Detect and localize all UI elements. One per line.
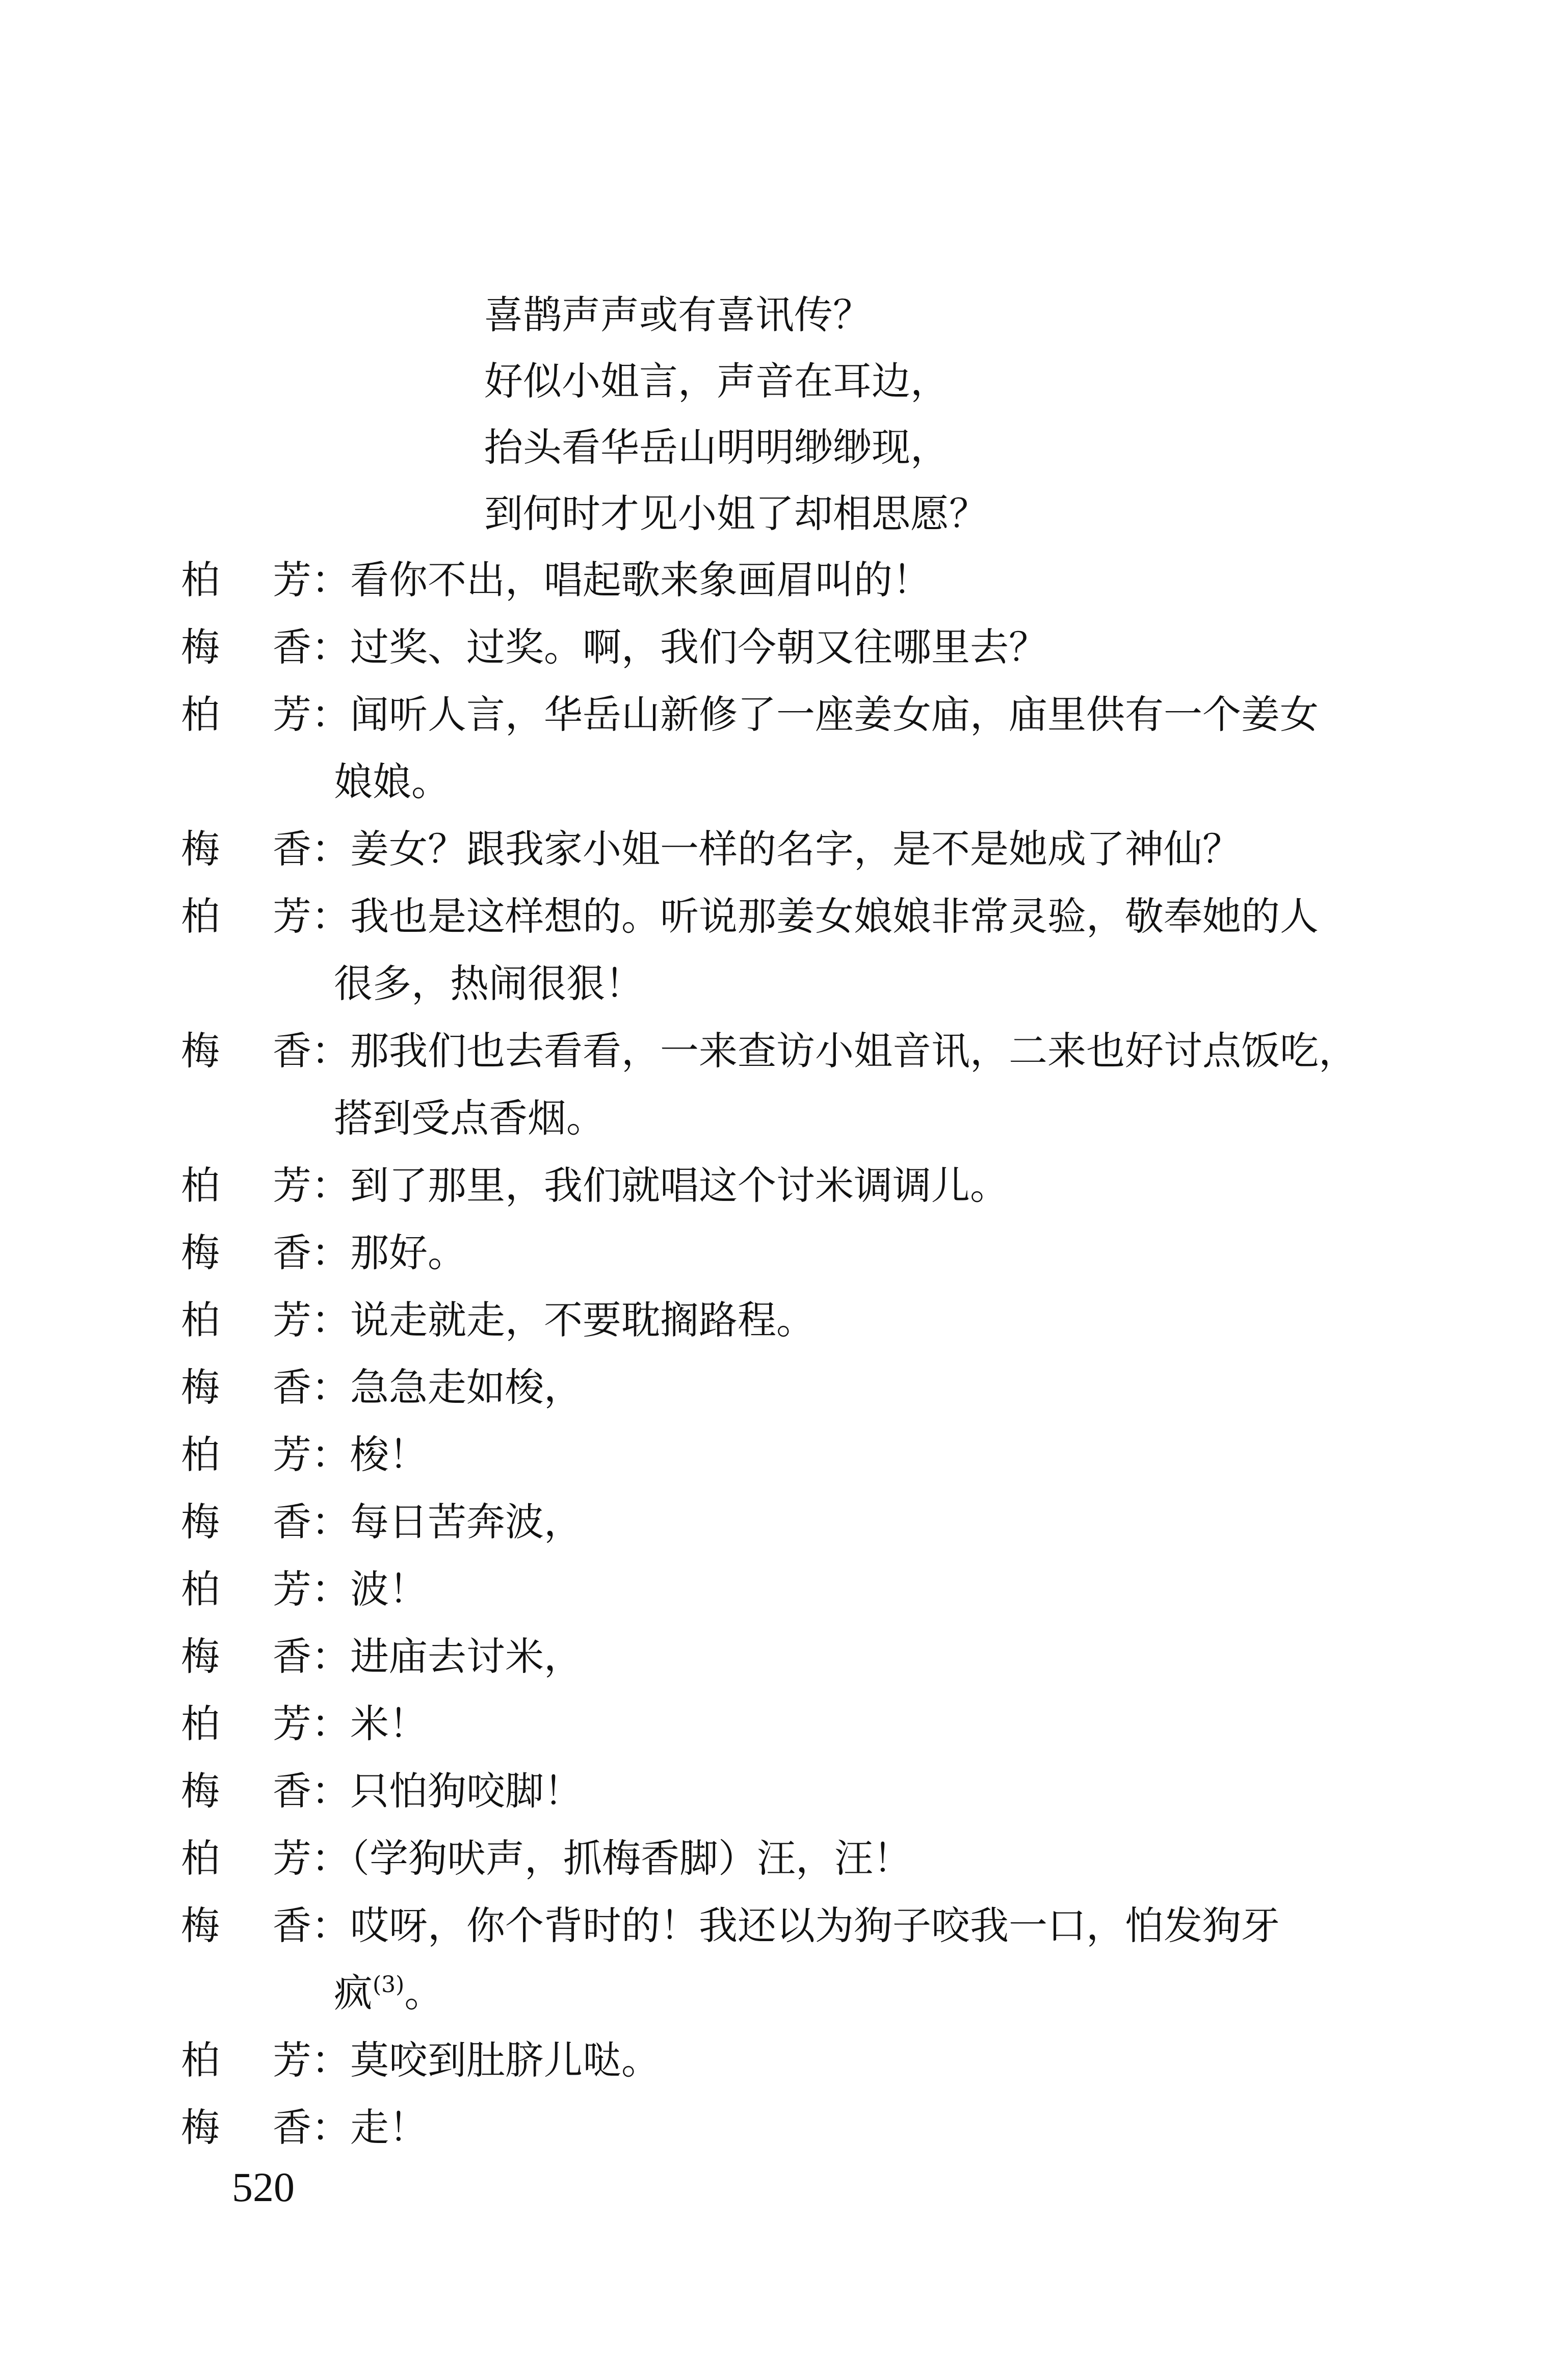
speaker-second-char: 香	[273, 826, 311, 872]
speaker-colon: ：	[311, 826, 350, 872]
speaker-first-char: 梅	[181, 1634, 220, 1679]
continuation-text: 疯	[334, 1970, 373, 2016]
dialogue-text: （学狗吠声，抓梅香脚）汪，汪！	[350, 1836, 912, 1881]
speaker-second-char: 芳	[273, 1701, 311, 1746]
dialogue-text: 进庙去讨米，	[350, 1634, 583, 1679]
speaker-first-char: 柏	[181, 557, 220, 603]
speaker-colon: ：	[311, 1499, 350, 1545]
speaker-second-char: 香	[273, 1903, 311, 1948]
dialogue-line	[181, 826, 1404, 872]
dialogue-text: 哎呀，你个背时的！我还以为狗子咬我一口，怕发狗牙	[350, 1903, 1280, 1948]
speaker-first-char: 柏	[181, 1836, 220, 1881]
dialogue-text: 只怕狗咬脚！	[350, 1768, 583, 1814]
dialogue-continuation: 搭到受点香烟。	[334, 1095, 605, 1141]
dialogue-line	[181, 1028, 1404, 1074]
dialogue-text: 米！	[350, 1701, 428, 1746]
dialogue-line	[181, 1566, 1404, 1612]
speaker-colon: ：	[311, 1163, 350, 1208]
dialogue-text: 莫咬到肚脐儿哒。	[350, 2037, 660, 2083]
speaker-colon: ：	[311, 1634, 350, 1679]
speaker-first-char: 柏	[181, 692, 220, 737]
speaker-colon: ：	[311, 1230, 350, 1275]
speaker-colon: ：	[311, 1365, 350, 1410]
speaker-first-char: 柏	[181, 1163, 220, 1208]
dialogue-line	[181, 692, 1404, 737]
speaker-second-char: 香	[273, 624, 311, 670]
speaker-second-char: 芳	[273, 1432, 311, 1477]
speaker-first-char: 梅	[181, 1768, 220, 1814]
verse-line: 好似小姐言，声音在耳边，	[484, 358, 949, 404]
dialogue-line	[181, 1499, 1404, 1545]
dialogue-line	[181, 624, 1404, 670]
speaker-second-char: 芳	[273, 1836, 311, 1881]
speaker-second-char: 香	[273, 1768, 311, 1814]
speaker-second-char: 芳	[273, 1566, 311, 1612]
speaker-first-char: 梅	[181, 826, 220, 872]
speaker-colon: ：	[311, 894, 350, 939]
dialogue-line	[181, 1365, 1404, 1410]
dialogue-line	[181, 2037, 1404, 2083]
speaker-second-char: 香	[273, 1230, 311, 1275]
speaker-first-char: 梅	[181, 1028, 220, 1074]
speaker-colon: ：	[311, 1566, 350, 1612]
speaker-first-char: 柏	[181, 2037, 220, 2083]
dialogue-line	[181, 1836, 1404, 1881]
speaker-first-char: 梅	[181, 1499, 220, 1545]
dialogue-line	[181, 1701, 1404, 1746]
speaker-colon: ：	[311, 1297, 350, 1343]
continuation-tail: 。	[404, 1970, 443, 2016]
speaker-first-char: 梅	[181, 624, 220, 670]
speaker-second-char: 香	[273, 1365, 311, 1410]
dialogue-text: 梭！	[350, 1432, 428, 1477]
dialogue-text: 说走就走，不要耽搁路程。	[350, 1297, 815, 1343]
speaker-first-char: 柏	[181, 1701, 220, 1746]
dialogue-continuation: 娘娘。	[334, 759, 450, 804]
dialogue-line	[181, 1230, 1404, 1275]
speaker-colon: ：	[311, 1028, 350, 1074]
speaker-second-char: 香	[273, 1499, 311, 1545]
dialogue-text: 姜女？跟我家小姐一样的名字，是不是她成了神仙？	[350, 826, 1241, 872]
speaker-colon: ：	[311, 2037, 350, 2083]
verse-line: 抬头看华岳山明明缈缈现，	[484, 425, 949, 470]
dialogue-text: 走！	[350, 2105, 428, 2150]
footnote-marker: (3)	[373, 1972, 405, 1998]
speaker-first-char: 梅	[181, 1365, 220, 1410]
dialogue-continuation	[334, 1970, 443, 2016]
speaker-colon: ：	[311, 557, 350, 603]
speaker-colon: ：	[311, 1836, 350, 1881]
dialogue-line	[181, 894, 1404, 939]
dialogue-text: 过奖、过奖。啊，我们今朝又往哪里去？	[350, 624, 1047, 670]
dialogue-line	[181, 1432, 1404, 1477]
verse-line: 到何时才见小姐了却相思愿？	[484, 491, 988, 536]
speaker-second-char: 香	[273, 1028, 311, 1074]
speaker-colon: ：	[311, 624, 350, 670]
dialogue-text: 每日苦奔波，	[350, 1499, 583, 1545]
speaker-first-char: 梅	[181, 1903, 220, 1948]
speaker-first-char: 柏	[181, 1566, 220, 1612]
speaker-colon: ：	[311, 2105, 350, 2150]
speaker-second-char: 芳	[273, 1163, 311, 1208]
dialogue-text: 波！	[350, 1566, 428, 1612]
dialogue-line	[181, 557, 1404, 603]
speaker-colon: ：	[311, 1903, 350, 1948]
speaker-first-char: 梅	[181, 2105, 220, 2150]
speaker-second-char: 香	[273, 2105, 311, 2150]
speaker-first-char: 柏	[181, 1432, 220, 1477]
dialogue-text: 我也是这样想的。听说那姜女娘娘非常灵验，敬奉她的人	[350, 894, 1319, 939]
speaker-second-char: 芳	[273, 557, 311, 603]
speaker-first-char: 柏	[181, 1297, 220, 1343]
page-number: 520	[232, 2164, 295, 2210]
dialogue-text: 急急走如梭，	[350, 1365, 583, 1410]
dialogue-text: 那好。	[350, 1230, 466, 1275]
speaker-second-char: 芳	[273, 894, 311, 939]
dialogue-line	[181, 1163, 1404, 1208]
speaker-colon: ：	[311, 1701, 350, 1746]
dialogue-text: 闻听人言，华岳山新修了一座姜女庙，庙里供有一个姜女	[350, 692, 1319, 737]
dialogue-line	[181, 1297, 1404, 1343]
speaker-colon: ：	[311, 1432, 350, 1477]
speaker-colon: ：	[311, 1768, 350, 1814]
speaker-second-char: 芳	[273, 2037, 311, 2083]
dialogue-line	[181, 2105, 1404, 2150]
speaker-first-char: 梅	[181, 1230, 220, 1275]
speaker-colon: ：	[311, 692, 350, 737]
dialogue-line	[181, 1768, 1404, 1814]
verse-line: 喜鹊声声或有喜讯传？	[484, 292, 872, 337]
dialogue-line	[181, 1634, 1404, 1679]
dialogue-line	[181, 1903, 1404, 1948]
dialogue-continuation: 很多，热闹很狠！	[334, 961, 644, 1006]
dialogue-text: 那我们也去看看，一来查访小姐音讯，二来也好讨点饭吃，	[350, 1028, 1357, 1074]
speaker-second-char: 芳	[273, 692, 311, 737]
dialogue-text: 看你不出，唱起歌来象画眉叫的！	[350, 557, 931, 603]
speaker-second-char: 芳	[273, 1297, 311, 1343]
speaker-second-char: 香	[273, 1634, 311, 1679]
dialogue-text: 到了那里，我们就唱这个讨米调调儿。	[350, 1163, 1009, 1208]
speaker-first-char: 柏	[181, 894, 220, 939]
